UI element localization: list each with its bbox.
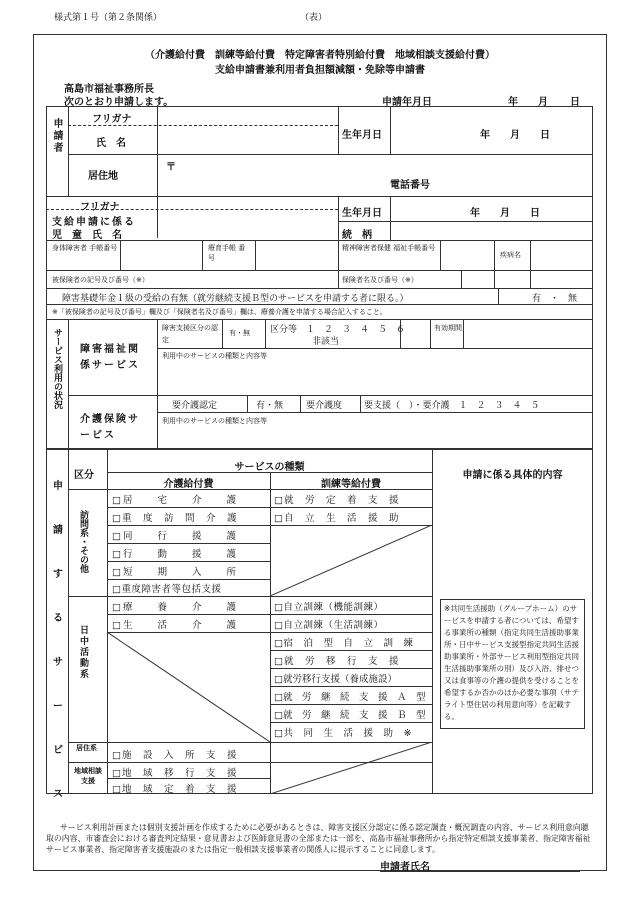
valid-period-label: 有効期間	[434, 324, 462, 332]
footnote: ※「被保険者の記号及び番号」欄及び「保険者名及び番号」欄は、療養介護を申請する場合記入すること。	[52, 308, 387, 316]
category-home: 居住系	[76, 744, 97, 752]
child-furigana: フリガナ	[80, 202, 120, 213]
application-date-label: 申請年月日	[382, 97, 432, 108]
detail-header: 申請に係る具体的内容	[462, 470, 563, 481]
application-date-day: 日	[570, 97, 580, 108]
child-relation-label: 続 柄	[342, 230, 372, 241]
applicant-dob-label: 生年月日	[342, 130, 382, 141]
svc-functional-training[interactable]: □自立訓練（機能訓練）	[274, 602, 384, 613]
child-name-line2: 児 童 氏 名	[52, 230, 122, 241]
physical-cert-label: 身体障害者 手帳番号	[52, 244, 118, 252]
pension-choice[interactable]: 有 ・ 無	[532, 294, 578, 304]
svc-comprehensive-support[interactable]: □重度障害者等包括支援	[112, 584, 222, 595]
title-line2: 支給申請書兼利用者負担額減額・免除等申請書	[215, 65, 425, 76]
applicant-side-label: 申請者	[51, 118, 62, 154]
svc-behavior-support[interactable]: □行 動 援 護	[112, 549, 238, 560]
svc-overnight-training[interactable]: □宿 泊 型 自 立 訓 練	[274, 638, 414, 649]
svc-facility-admission[interactable]: □施 設 入 所 支 援	[112, 750, 238, 761]
svc-employment-continuation-a[interactable]: □就 労 継 続 支 援 Ａ 型	[274, 692, 426, 703]
disease-label: 疾病名	[500, 251, 521, 259]
welfare-cert-choice[interactable]: 有・無	[229, 329, 250, 337]
care-cert-choice[interactable]: 有・無	[256, 401, 284, 411]
care-level-label: 要介護度	[306, 401, 343, 411]
visit-diagonal	[270, 525, 432, 596]
side-label: （表）	[300, 13, 328, 23]
title-line1: （介護給付費 訓練等給付費 特定障害者特別給付費 地域相談支援給付費）	[145, 50, 495, 61]
care-header: 介護給付費	[163, 479, 214, 490]
category-visit: 訪問系・その他	[78, 510, 88, 573]
svc-employment-retention[interactable]: □就 労 定 着 支 援	[274, 495, 400, 506]
applicant-furigana: フリガナ	[92, 114, 132, 125]
svc-independent-living[interactable]: □自 立 生 活 援 助	[274, 513, 400, 524]
consent-text: サービス利用計画または個別支援計画を作成するために必要があるときは、障害支援区分認定に係る認定調査・概況調査の内容、サービス利用意向聴取の内容、市審査会における審査判定結果・意見書および医師意見書の全部または一部を、高島市福祉事務所から指定特定相談支援事業者、指定障害福祉サービス事業者、指定障害者支援施設のまたは指定一般相談支援事業者の関係人に提示することに同意します。	[46, 823, 591, 854]
svc-employment-transition[interactable]: □就 労 移 行 支 援	[274, 656, 400, 667]
svc-employment-continuation-b[interactable]: □就 労 継 続 支 援 Ｂ 型	[274, 710, 426, 721]
care-level-options[interactable]: 要支援（ ）・要介護 １ ２ ３ ４ ５	[364, 401, 540, 411]
application-date-year: 年	[508, 97, 518, 108]
services-side-label: 申請するサービス	[53, 481, 63, 800]
care-cert-label: 要介護認定	[172, 401, 218, 411]
care-in-use-label: 利用中のサービスの種類と内容等	[162, 417, 267, 425]
applicant-address-label: 居住地	[88, 171, 118, 182]
svc-heavy-visit-care[interactable]: □重 度 訪 問 介 護	[112, 513, 238, 524]
svc-community-transition[interactable]: □地 域 移 行 支 援	[112, 768, 238, 779]
svc-accompany[interactable]: □同 行 援 護	[112, 531, 238, 542]
applicant-dob-value: 年 月 日	[480, 130, 550, 141]
insured-number-label: 被保険者の記号及び番号（※）	[52, 276, 149, 284]
phone-label: 電話番号	[390, 180, 430, 191]
mental-cert-label: 精神障害者保健 福祉手帳番号	[342, 244, 436, 252]
child-dob-label: 生年月日	[342, 208, 382, 219]
welfare-class-options[interactable]: 区分等 １ ２ ３ ４ ５ ６	[270, 325, 406, 335]
day-diagonal	[107, 632, 270, 742]
group-home-note-box	[440, 599, 585, 729]
applicant-name: 氏 名	[96, 138, 126, 149]
local-diagonal	[270, 742, 432, 794]
welfare-cert-label: 障害支援区分の認定	[162, 324, 218, 344]
svc-home-care[interactable]: □居 宅 介 護	[112, 495, 238, 506]
category-day: 日中活動系	[78, 625, 88, 680]
care-service-label: 介護保険サービス	[80, 414, 140, 441]
child-name-line1: 支給申請に係る	[52, 217, 136, 228]
category-header: 区分	[74, 470, 94, 481]
svc-group-home[interactable]: □共 同 生 活 援 助 ※	[274, 728, 412, 739]
form-number: 様式第１号（第２条関係）	[54, 13, 163, 23]
rehab-cert-label: 療育手帳 番 号	[208, 244, 253, 262]
child-dob-value: 年 月 日	[470, 208, 540, 219]
training-header: 訓練等給付費	[321, 479, 381, 490]
category-local: 地域相談支援	[74, 767, 102, 785]
signature-line[interactable]	[380, 871, 580, 872]
service-status-side-label: サービス利用の状況	[52, 328, 62, 409]
svc-life-care[interactable]: □生 活 介 護	[112, 620, 238, 631]
welfare-in-use-label: 利用中のサービスの種類と内容等	[162, 352, 267, 360]
svc-life-training[interactable]: □自立訓練（生活訓練）	[274, 620, 384, 631]
group-home-note: ※共同生活援助（グループホーム）のサービスを申請する者については、希望する事業所の種類（指定共同生活援助事業所・日中サービス支援型指定共同生活援助事業所・外部サービス利用型指定共同生活援助事業所の別）及び入浴、排せつ又は食事等の介護の提供を受けることを希望するか否かのほか必要な事項（サテライト型住居の利用意向等）を記載する。	[444, 604, 579, 721]
postal-mark: 〒	[166, 162, 176, 173]
request-text: 次のとおり申請します。	[64, 97, 174, 108]
addressee: 高島市福祉事務所長	[64, 84, 154, 95]
signature-label: 申請者氏名	[380, 862, 430, 873]
svc-community-settlement[interactable]: □地 域 定 着 支 援	[112, 784, 238, 795]
insurer-label: 保険者名及び番号（※）	[342, 276, 418, 284]
service-types-header: サービスの種類	[234, 462, 305, 473]
application-date-month: 月	[538, 97, 548, 108]
pension-question: 障害基礎年金１級の受給の有無（就労継続支援Ｂ型のサービスを申請する者に限る。）	[62, 294, 409, 304]
svc-medical-care[interactable]: □療 養 介 護	[112, 602, 238, 613]
welfare-class-none[interactable]: 非該当	[312, 337, 340, 347]
welfare-service-label: 障害福祉関係サービス	[80, 344, 140, 371]
svc-employment-transition-school[interactable]: □就労移行支援（養成施設）	[274, 674, 397, 685]
svc-short-stay[interactable]: □短 期 入 所	[112, 567, 238, 578]
